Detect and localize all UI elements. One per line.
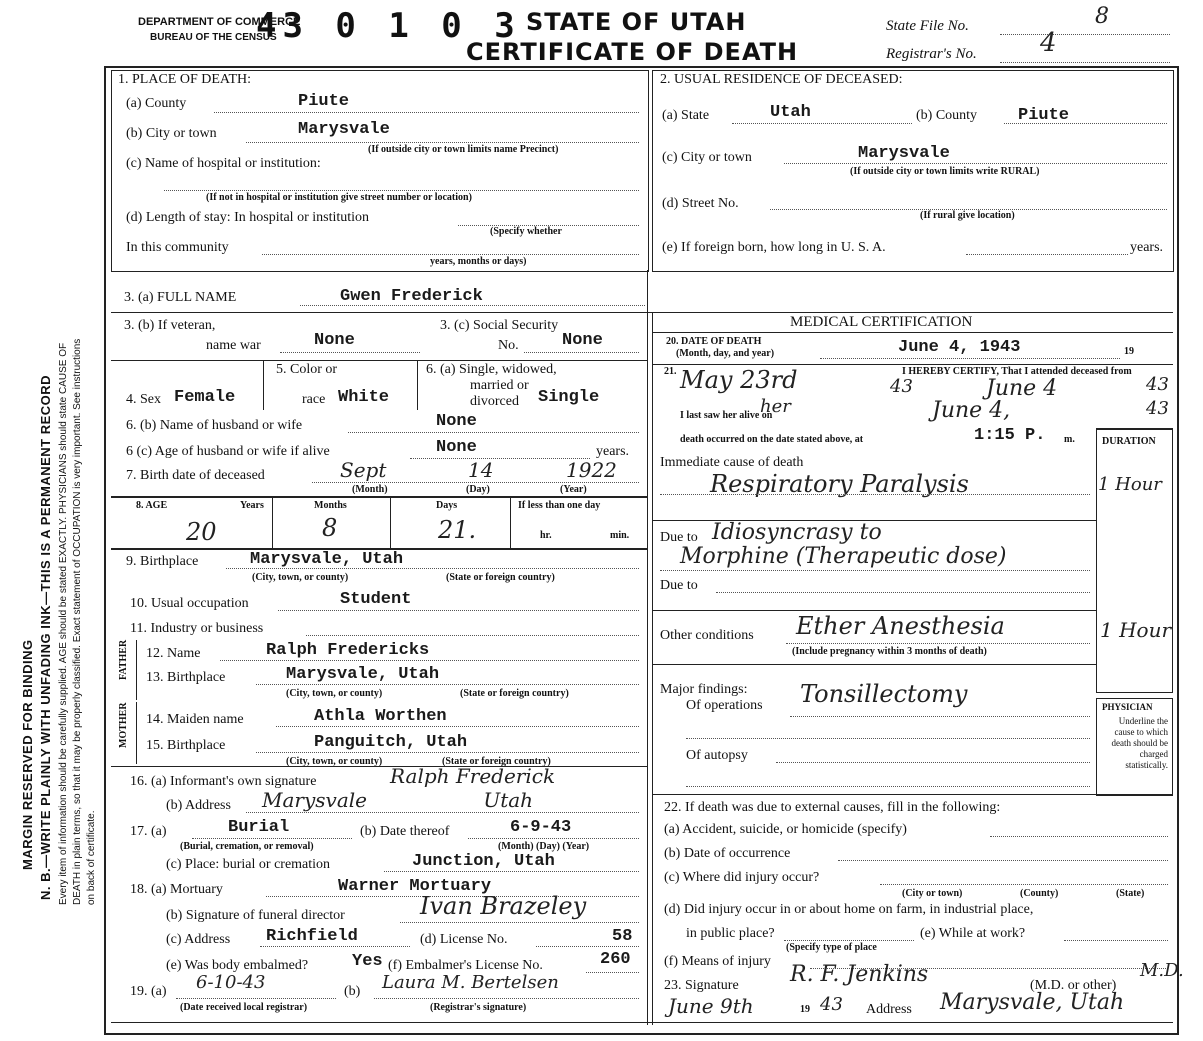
ssn-label: 3. (c) Social Security — [440, 318, 559, 333]
embalmed: Yes — [352, 952, 383, 971]
bureau-label: BUREAU OF THE CENSUS — [150, 32, 277, 43]
state-title: STATE OF UTAH — [526, 8, 747, 36]
father-birthplace-note-1: (City, town, or county) — [286, 688, 383, 699]
received-date: 6-10-43 — [196, 972, 266, 993]
birth-date-label: 7. Birth date of deceased — [126, 468, 265, 483]
occurrence-label: (b) Date of occurrence — [664, 846, 791, 861]
autopsy-label: Of autopsy — [686, 748, 748, 763]
signature-year-label: 19 — [800, 1004, 810, 1015]
last-seen-year: 43 — [1146, 398, 1169, 419]
residence-heading: 2. USUAL RESIDENCE OF DECEASED: — [660, 72, 903, 87]
place-city-label: (b) City or town — [126, 126, 217, 141]
residence-city: Marysvale — [858, 144, 950, 163]
cert-year-1: 43 — [890, 376, 913, 397]
stay-note: (Specify whether — [490, 226, 562, 237]
death-date-label: 20. DATE OF DEATH — [666, 336, 762, 347]
registrar-no-label: Registrar's No. — [886, 46, 977, 62]
physician-box-label: PHYSICIAN — [1102, 702, 1153, 712]
spouse-label: 6. (b) Name of husband or wife — [126, 418, 303, 433]
signature-label: 23. Signature — [664, 978, 739, 993]
last-seen-her: her — [760, 396, 791, 417]
ssn: None — [562, 331, 603, 350]
marital-status: Single — [538, 388, 600, 407]
occurred-label: death occurred on the date stated above, at — [680, 434, 864, 445]
industry-label: 11. Industry or business — [130, 621, 264, 636]
where-note-county: (County) — [1020, 888, 1059, 899]
mother-maiden-name: Athla Worthen — [314, 707, 447, 726]
stay-label: (d) Length of stay: In hospital or institution — [126, 210, 370, 225]
birthplace: Marysvale, Utah — [250, 550, 404, 569]
cert-number: 21. — [664, 366, 677, 377]
death-date: June 4, 1943 — [898, 338, 1021, 357]
other-conditions-note: (Include pregnancy within 3 months of death) — [792, 646, 987, 657]
mother-birthplace: Panguitch, Utah — [314, 733, 468, 752]
mortuary-label: 18. (a) Mortuary — [130, 882, 223, 897]
physician-note: Underline the cause to which death should be charged statistically. — [1111, 716, 1168, 770]
registrar-signature-note: (Registrar's signature) — [430, 1002, 527, 1013]
due-to-1: Idiosyncrasy to — [712, 520, 882, 545]
spouse-name: None — [436, 412, 477, 431]
mother-name-label: 14. Maiden name — [146, 712, 244, 727]
occupation: Student — [340, 590, 412, 609]
physician-signature: R. F. Jenkins — [790, 962, 929, 987]
name-label: 3. (a) FULL NAME — [124, 290, 237, 305]
father-side-label: FATHER — [118, 639, 129, 680]
burial-date: 6-9-43 — [510, 818, 572, 837]
birth-year-note: (Year) — [560, 484, 587, 495]
residence-street-label: (d) Street No. — [662, 196, 739, 211]
father-birthplace-note-2: (State or foreign country) — [460, 688, 569, 699]
operations: Tonsillectomy — [800, 680, 968, 708]
birth-day-note: (Day) — [466, 484, 490, 495]
birthplace-note-2: (State or foreign country) — [446, 572, 555, 583]
birth-month-note: (Month) — [352, 484, 388, 495]
father-birthplace-label: 13. Birthplace — [146, 670, 226, 685]
due-to-1b: Morphine (Therapeutic dose) — [680, 544, 1007, 569]
foreign-unit: years. — [1130, 240, 1164, 255]
cert-text: I HEREBY CERTIFY, That I attended deceased from — [902, 366, 1132, 377]
residence-county-label: (b) County — [916, 108, 978, 123]
community-label: In this community — [126, 240, 229, 255]
where-label: (c) Where did injury occur? — [664, 870, 820, 885]
age-days-label: Days — [436, 500, 458, 511]
residence-state: Utah — [770, 103, 811, 122]
mother-birthplace-note-1: (City, town, or county) — [286, 756, 383, 767]
foreign-label: (e) If foreign born, how long in U. S. A. — [662, 240, 886, 255]
death-date-suffix: 19 — [1124, 346, 1134, 357]
major-findings-label: Major findings: — [660, 682, 748, 697]
birth-day: 14 — [468, 458, 494, 482]
public-note: (Specify type of place — [786, 942, 877, 953]
age-years-label: Years — [240, 500, 264, 511]
director-label: (b) Signature of funeral director — [166, 908, 345, 923]
residence-city-note: (If outside city or town limits write RURAL) — [850, 166, 1040, 177]
mortuary: Warner Mortuary — [338, 877, 492, 896]
mother-birthplace-note-2: (State or foreign country) — [442, 756, 551, 767]
residence-city-label: (c) City or town — [662, 150, 752, 165]
death-date-note: (Month, day, and year) — [676, 348, 775, 359]
due-to-1-label: Due to — [660, 530, 698, 545]
birthplace-label: 9. Birthplace — [126, 554, 199, 569]
age-months: 8 — [322, 514, 338, 542]
registrar-signature-label: (b) — [344, 984, 361, 999]
marital-label-2: married or — [470, 378, 529, 393]
signature-title: (M.D. or other) — [1030, 978, 1117, 993]
age-days: 21. — [438, 516, 477, 544]
place-city: Marysvale — [298, 120, 390, 139]
other-conditions: Ether Anesthesia — [796, 612, 1005, 640]
state-file-value: 8 — [1095, 4, 1109, 29]
full-name: Gwen Frederick — [340, 287, 483, 306]
marital-label-3: divorced — [470, 394, 519, 409]
immediate-duration: 1 Hour — [1098, 474, 1162, 495]
age-min-label: min. — [610, 530, 630, 541]
informant-address-label: (b) Address — [166, 798, 231, 813]
document-title: CERTIFICATE OF DEATH — [466, 38, 799, 66]
age-label: 8. AGE — [136, 500, 168, 511]
signature-year: 43 — [820, 994, 843, 1015]
last-seen-date: June 4, — [932, 398, 1011, 423]
embalmer-license: 260 — [600, 950, 631, 969]
community-note: years, months or days) — [430, 256, 527, 267]
where-note-state: (State) — [1116, 888, 1145, 899]
director-signature: Ivan Brazeley — [420, 892, 587, 920]
registrar-signature: Laura M. Bertelsen — [382, 972, 559, 993]
dept-label: DEPARTMENT OF COMMERCE — [138, 16, 301, 28]
hospital-note: (If not in hospital or institution give street number or location) — [206, 192, 472, 203]
side-margin-instruction: N. B.—WRITE PLAINLY WITH UNFADING INK—THIS IS A PERMANENT RECORD — [38, 374, 53, 900]
age-months-label: Months — [314, 500, 347, 511]
certificate-number: 43 0 1 0 3 — [256, 6, 521, 46]
other-duration: 1 Hour — [1100, 618, 1172, 642]
mother-side-label: MOTHER — [118, 702, 129, 748]
residence-county: Piute — [1018, 106, 1070, 125]
spouse-age-label: 6 (c) Age of husband or wife if alive — [126, 444, 330, 459]
spouse-age: None — [436, 438, 477, 457]
embalmer-label: (f) Embalmer's License No. — [388, 958, 543, 973]
place-county-label: (a) County — [126, 96, 187, 111]
registrar-no-value: 4 — [1040, 28, 1057, 58]
place-city-note: (If outside city or town limits name Precinct) — [368, 144, 559, 155]
informant-signature: Ralph Frederick — [390, 764, 556, 788]
color-label: 5. Color or — [276, 362, 338, 377]
burial-method: Burial — [228, 818, 290, 837]
sex: Female — [174, 388, 236, 407]
signature-date: June 9th — [668, 994, 754, 1018]
where-note-city: (City or town) — [902, 888, 963, 899]
state-file-label: State File No. — [886, 18, 969, 34]
burial-place: Junction, Utah — [412, 852, 555, 871]
operations-label: Of operations — [686, 698, 763, 713]
signature-md: M.D. — [1140, 960, 1184, 981]
informant-label: 16. (a) Informant's own signature — [130, 774, 317, 789]
burial-method-note: (Burial, cremation, or removal) — [180, 841, 314, 852]
father-name-label: 12. Name — [146, 646, 201, 661]
embalmed-label: (e) Was body embalmed? — [166, 958, 309, 973]
work-label: (e) While at work? — [920, 926, 1026, 941]
ssn-label-2: No. — [498, 338, 519, 353]
marital-label: 6. (a) Single, widowed, — [426, 362, 557, 377]
side-margin-note-1: Every item of information should be carefully supplied. AGE should be stated EXACTLY. PHYSICIANS should state CAUSE OF — [58, 342, 69, 905]
cert-to: June 4 — [986, 376, 1058, 401]
death-time-suffix: m. — [1064, 434, 1075, 445]
last-seen-label: I last saw her alive on — [680, 410, 773, 421]
spouse-age-unit: years. — [596, 444, 630, 459]
burial-label: 17. (a) — [130, 824, 167, 839]
means-label: (f) Means of injury — [664, 954, 771, 969]
mother-birthplace-label: 15. Birthplace — [146, 738, 226, 753]
signature-address: Marysvale, Utah — [940, 990, 1125, 1015]
sex-label: 4. Sex — [126, 392, 161, 407]
side-margin-title: MARGIN RESERVED FOR BINDING — [20, 639, 35, 870]
age-years: 20 — [186, 518, 217, 546]
birthplace-note-1: (City, town, or county) — [252, 572, 349, 583]
birth-year: 1922 — [566, 458, 617, 482]
residence-street-note: (If rural give location) — [920, 210, 1015, 221]
veteran-label: 3. (b) If veteran, — [124, 318, 216, 333]
immediate-cause-label: Immediate cause of death — [660, 455, 804, 470]
public-label: in public place? — [686, 926, 775, 941]
residence-state-label: (a) State — [662, 108, 710, 123]
burial-date-label: (b) Date thereof — [360, 824, 450, 839]
veteran-label-2: name war — [206, 338, 261, 353]
color-label-2: race — [302, 392, 326, 407]
occupation-label: 10. Usual occupation — [130, 596, 249, 611]
father-birthplace: Marysvale, Utah — [286, 665, 440, 684]
immediate-cause: Respiratory Paralysis — [710, 470, 969, 498]
license-no: 58 — [612, 927, 633, 946]
informant-address: Marysvale Utah — [262, 788, 534, 812]
signature-address-label: Address — [866, 1002, 912, 1017]
external-causes-label: 22. If death was due to external causes, fill in the following: — [664, 800, 1001, 815]
license-label: (d) License No. — [420, 932, 508, 947]
age-less-label: If less than one day — [518, 500, 601, 511]
burial-date-note: (Month) (Day) (Year) — [498, 841, 590, 852]
mortuary-address-label: (c) Address — [166, 932, 231, 947]
mortuary-address: Richfield — [266, 927, 358, 946]
place-county: Piute — [298, 92, 350, 111]
age-hr-label: hr. — [540, 530, 552, 541]
death-time: 1:15 P. — [974, 426, 1046, 445]
cert-from: May 23rd — [680, 366, 798, 394]
received-note: (Date received local registrar) — [180, 1002, 308, 1013]
veteran-war: None — [314, 331, 355, 350]
cert-year-2: 43 — [1146, 374, 1169, 395]
home-label: (d) Did injury occur in or about home on farm, in industrial place, — [664, 902, 1034, 917]
hospital-label: (c) Name of hospital or institution: — [126, 156, 321, 171]
side-margin-note-2: DEATH in plain terms, so that it may be properly classified. Exact statement of OCCUPATION is very important. See instructions — [72, 338, 83, 905]
color: White — [338, 388, 390, 407]
father-name: Ralph Fredericks — [266, 641, 430, 660]
side-margin-note-3: on back of certificate. — [86, 810, 97, 905]
accident-label: (a) Accident, suicide, or homicide (specify) — [664, 822, 907, 837]
burial-place-label: (c) Place: burial or cremation — [166, 857, 331, 872]
received-label: 19. (a) — [130, 984, 167, 999]
birth-month: Sept — [340, 458, 387, 482]
place-heading: 1. PLACE OF DEATH: — [118, 72, 252, 87]
due-to-2-label: Due to — [660, 578, 698, 593]
medical-heading: MEDICAL CERTIFICATION — [790, 314, 973, 330]
other-conditions-label: Other conditions — [660, 628, 754, 643]
duration-label: DURATION — [1102, 436, 1156, 447]
